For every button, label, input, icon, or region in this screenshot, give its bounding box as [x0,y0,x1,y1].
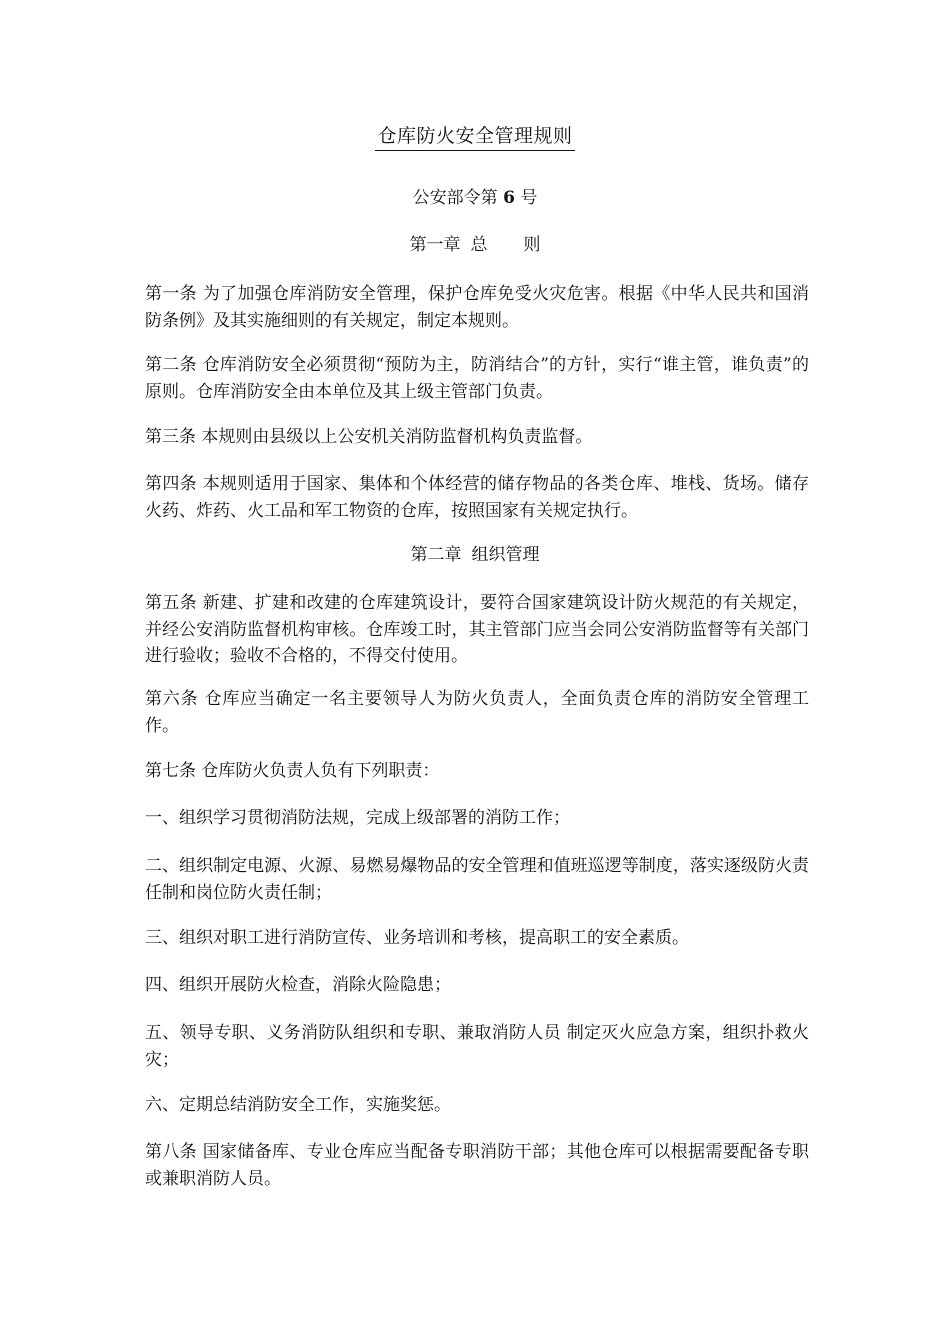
duty-item-5: 五、领导专职、义务消防队组织和专职、兼取消防人员 制定灭火应急方案，组织扑救火灾； [145,1023,809,1070]
article-7: 第七条 仓库防火负责人负有下列职责： [145,761,440,781]
order-prefix: 公安部令第 [412,188,498,208]
title-container [0,122,950,151]
article-1: 第一条 为了加强仓库消防安全管理，保护仓库免受火灾危害。根据《中华人民共和国消防条例》及其实施细则的有关规定，制定本规则。 [145,284,809,331]
chapter-1-label: 第一章 [409,235,461,255]
duty-item-2: 二、组织制定电源、火源、易燃易爆物品的安全管理和值班巡逻等制度，落实逐级防火责任制和岗位防火责任制； [145,856,809,903]
chapter-1-name-part2: 则 [523,235,541,255]
chapter-2-label: 第二章 [410,545,462,565]
chapter-heading-1 [0,232,950,258]
duty-item-1: 一、组织学习贯彻消防法规，完成上级部署的消防工作； [145,808,570,828]
chapter-heading-2 [0,542,950,568]
article-2: 第二条 仓库消防安全必须贯彻“预防为主，防消结合”的方针，实行“谁主管，谁负责”的原则。仓库消防安全由本单位及其上级主管部门负责。 [145,355,809,402]
chapter-1-name-part1: 总 [470,235,488,255]
article-4: 第四条 本规则适用于国家、集体和个体经营的储存物品的各类仓库、堆栈、货场。储存火药、炸药、火工品和军工物资的仓库，按照国家有关规定执行。 [145,474,809,521]
duty-item-4: 四、组织开展防火检查，消除火险隐患； [145,975,451,995]
duty-item-3: 三、组织对职工进行消防宣传、业务培训和考核，提高职工的安全素质。 [145,928,689,948]
order-number: 6 [503,188,515,208]
article-6: 第六条 仓库应当确定一名主要领导人为防火负责人，全面负责仓库的消防安全管理工作。 [145,689,809,736]
duty-item-6: 六、定期总结消防安全工作，实施奖惩。 [145,1095,451,1115]
article-8: 第八条 国家储备库、专业仓库应当配备专职消防干部；其他仓库可以根据需要配备专职或兼职消防人员。 [145,1142,809,1189]
chapter-2-name: 组织管理 [471,545,540,565]
article-5: 第五条 新建、扩建和改建的仓库建筑设计，要符合国家建筑设计防火规范的有关规定，并经公安消防监督机构审核。仓库竣工时，其主管部门应当会同公安消防监督等有关部门进行验收；验收不合格的，不得交付使用。 [145,593,809,666]
article-3: 第三条 本规则由县级以上公安机关消防监督机构负责监督。 [145,427,593,447]
order-suffix: 号 [520,188,538,208]
document-title: 仓库防火安全管理规则 [375,122,574,151]
order-line [0,185,950,211]
